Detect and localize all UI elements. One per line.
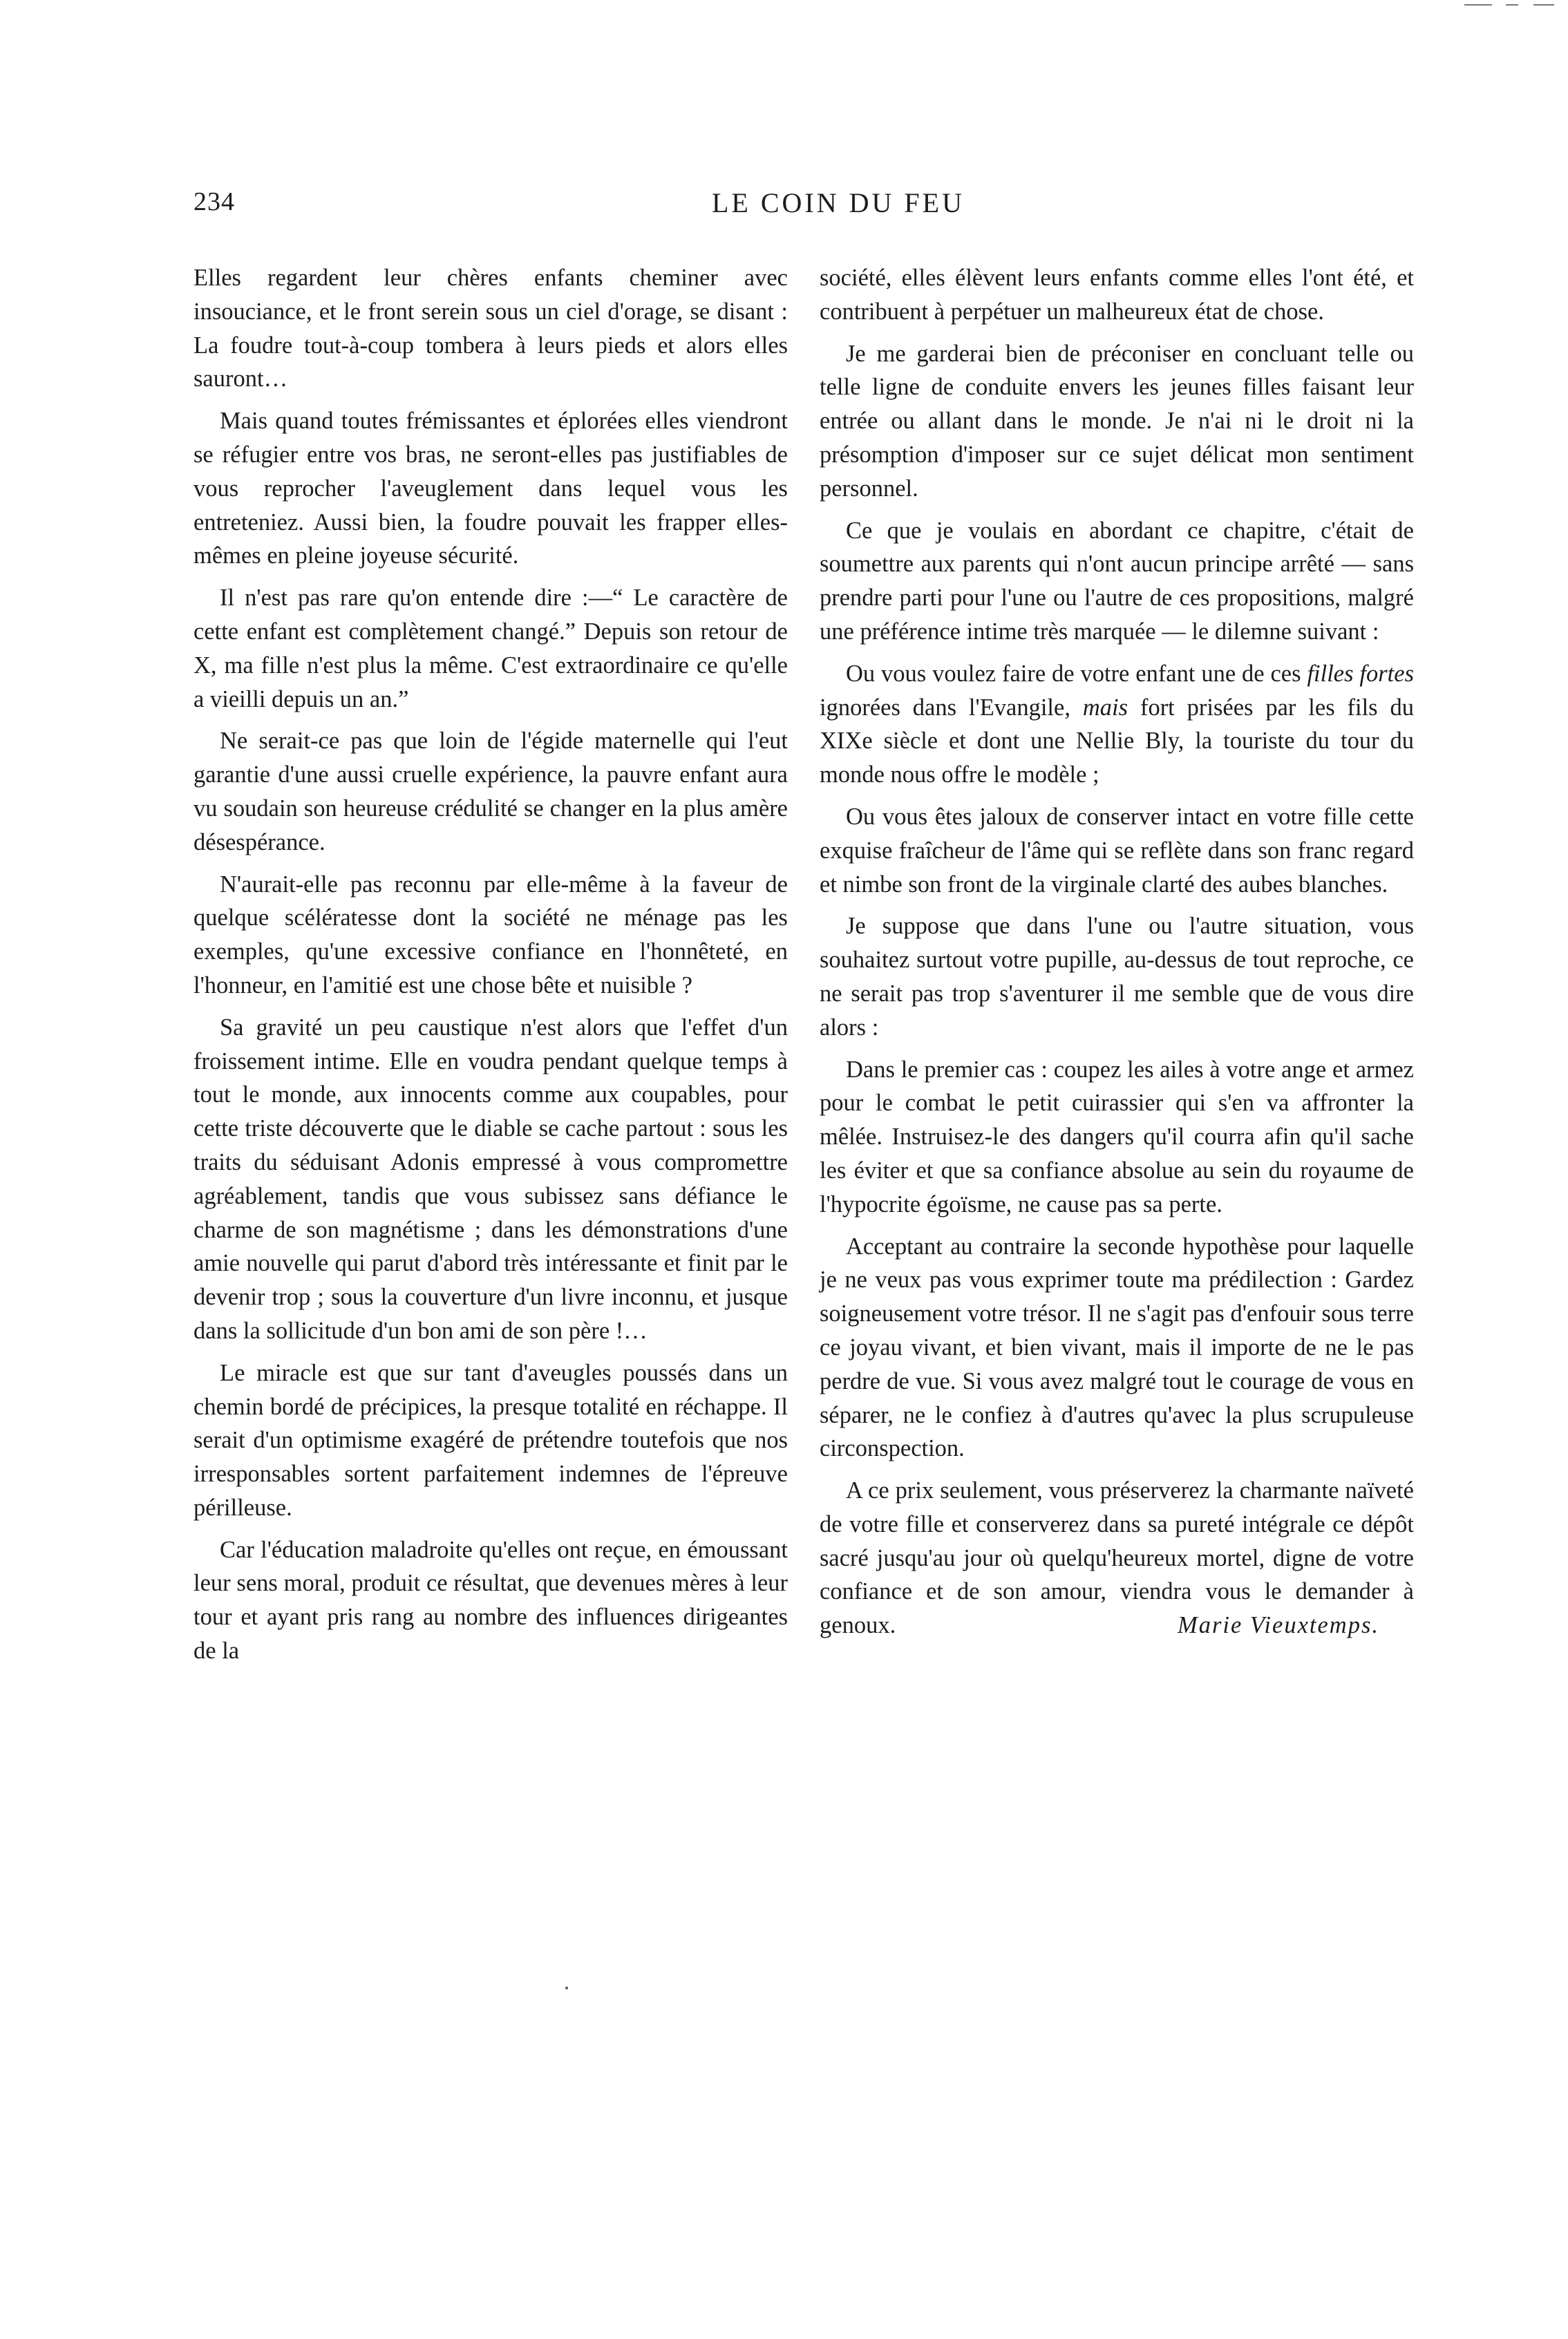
print-speck: [565, 1987, 568, 1989]
scan-mark: [1506, 4, 1518, 6]
paragraph: Elles regardent leur chères enfants cheminer avec insouciance, et le front serein sous un ciel d'orage, se disant : La foudre tout-à-coup tombera à leurs pieds et alors elles sauront…: [193, 265, 788, 392]
paragraph: Mais quand toutes frémissantes et éplorées elles viendront se réfugier entre vos bras, ne seront-elles pas justifiables de vous reprocher l'aveuglement dans lequel vous les entreteniez. Aussi bien, la foudre pouvait les frapper elles-mêmes en pleine joyeuse sécurité.: [193, 408, 788, 569]
paragraph: Car l'éducation maladroite qu'elles ont reçue, en émoussant leur sens moral, produit ce résultat, que devenues mères à leur tour et ayant pris rang au nombre des influences dirigeantes de la: [193, 1536, 788, 1665]
paragraph: Je me garderai bien de préconiser en concluant telle ou telle ligne de conduite envers les jeunes filles faisant leur entrée ou allant dans le monde. Je n'ai ni le droit ni la présomption d'imposer sur ce sujet délicat mon sentiment personnel.: [820, 340, 1414, 502]
italic-word: mais: [1082, 694, 1128, 721]
text-run: Ou vous voulez faire de votre enfant une de ces: [846, 660, 1301, 687]
left-column: [193, 261, 788, 1668]
paragraph: Ce que je voulais en abordant ce chapitre, c'était de soumettre aux parents qui n'ont aucun principe arrêté — sans prendre parti pour l'une ou l'autre de ces propositions, malgré une préférence intime très marquée — le dilemne suivant :: [820, 517, 1414, 645]
italic-phrase: filles fortes: [1307, 660, 1414, 687]
paragraph: Il n'est pas rare qu'on entende dire :—“ Le caractère de cette enfant est complètement changé.” Depuis son retour de X, ma fille n'est plus la même. C'est extraordinaire ce qu'elle a vieilli depuis un an.”: [193, 585, 788, 712]
paragraph: [820, 657, 1414, 792]
author-signature: Marie Vieuxtemps.: [1177, 1612, 1379, 1639]
final-paragraph: [820, 1474, 1414, 1642]
paragraph: Ou vous êtes jaloux de conserver intact en votre fille cette exquise fraîcheur de l'âme qui se reflète dans son franc regard et nimbe son front de la virginale clarté des aubes blanches.: [820, 803, 1414, 898]
paragraph: N'aurait-elle pas reconnu par elle-même à la faveur de quelque scélératesse dont la société ne ménage pas les exemples, qu'une excessive confiance en l'honnêteté, en l'honneur, en l'amitié est une chose bête et nuisible ?: [193, 871, 788, 998]
text-run: ignorées dans l'Evangile,: [820, 694, 1070, 721]
scan-edge-marks: [1451, 0, 1568, 14]
right-column: [820, 261, 1414, 1642]
paragraph: Sa gravité un peu caustique n'est alors que l'effet d'un froissement intime. Elle en voudra pendant quelque temps à tout le monde, aux innocents comme aux coupables, pour cette triste découverte que le diable se cache partout : sous les traits du séduisant Adonis empressé à vous compromettre agréablement, tandis que vous subissez sans défiance le charme de son magnétisme ; dans les démonstrations d'une amie nouvelle qui parut d'abord très intéressante et finit par le devenir trop ; sous la couverture d'un livre inconnu, et jusque dans la sollicitude d'un bon ami de son père !…: [193, 1014, 788, 1344]
paragraph: société, elles élèvent leurs enfants comme elles l'ont été, et contribuent à perpétuer un malheureux état de chose.: [820, 265, 1414, 325]
text-run: fort prisées par les fils du XIXe siècle et dont une Nellie Bly, la touriste du tour du monde nous offre le modèle ;: [820, 694, 1415, 788]
paragraph: Je suppose que dans l'une ou l'autre situation, vous souhaitez surtout votre pupille, au-dessus de tout reproche, ce ne serait pas trop s'aventurer il me semble que de vous dire alors :: [820, 913, 1414, 1041]
paragraph: Ne serait-ce pas que loin de l'égide maternelle qui l'eut garantie d'une aussi cruelle expérience, la pauvre enfant aura vu soudain son heureuse crédulité se changer en la plus amère désespérance.: [193, 728, 788, 855]
scan-mark: [1533, 4, 1554, 6]
paragraph: Le miracle est que sur tant d'aveugles poussés dans un chemin bordé de précipices, la presque totalité en réchappe. Il serait d'un optimisme exagéré de prétendre toutefois que nos irresponsables sortent parfaitement indemnes de l'épreuve périlleuse.: [193, 1359, 788, 1521]
page-number: 234: [193, 187, 235, 216]
text-run: A ce prix seulement, vous préserverez la charmante naïveté de votre fille et conserverez dans sa pureté intégrale ce dépôt sacré jusqu'au jour où quelqu'heureux mortel, digne de votre confiance et de son amour, viendra vous le demander à genoux.: [820, 1477, 1414, 1639]
scan-mark: [1464, 4, 1492, 6]
paragraph: Dans le premier cas : coupez les ailes à votre ange et armez pour le combat le petit cuirassier qui s'en va affronter la mêlée. Instruisez-le des dangers qu'il courra afin qu'il sache les éviter et que sa confiance absolue au sein du royaume de l'hypocrite égoïsme, ne cause pas sa perte.: [820, 1056, 1414, 1218]
paragraph: Acceptant au contraire la seconde hypothèse pour laquelle je ne veux pas vous exprimer toute ma prédilection : Gardez soigneusement votre trésor. Il ne s'agit pas d'enfouir sous terre ce joyau vivant, et bien vivant, mais il importe de ne le pas perdre de vue. Si vous avez malgré tout le courage de vous en séparer, ne le confiez à d'autres qu'avec la plus scrupuleuse circonspection.: [820, 1233, 1414, 1462]
running-title: LE COIN DU FEU: [712, 187, 965, 218]
page-header: [193, 187, 1410, 228]
